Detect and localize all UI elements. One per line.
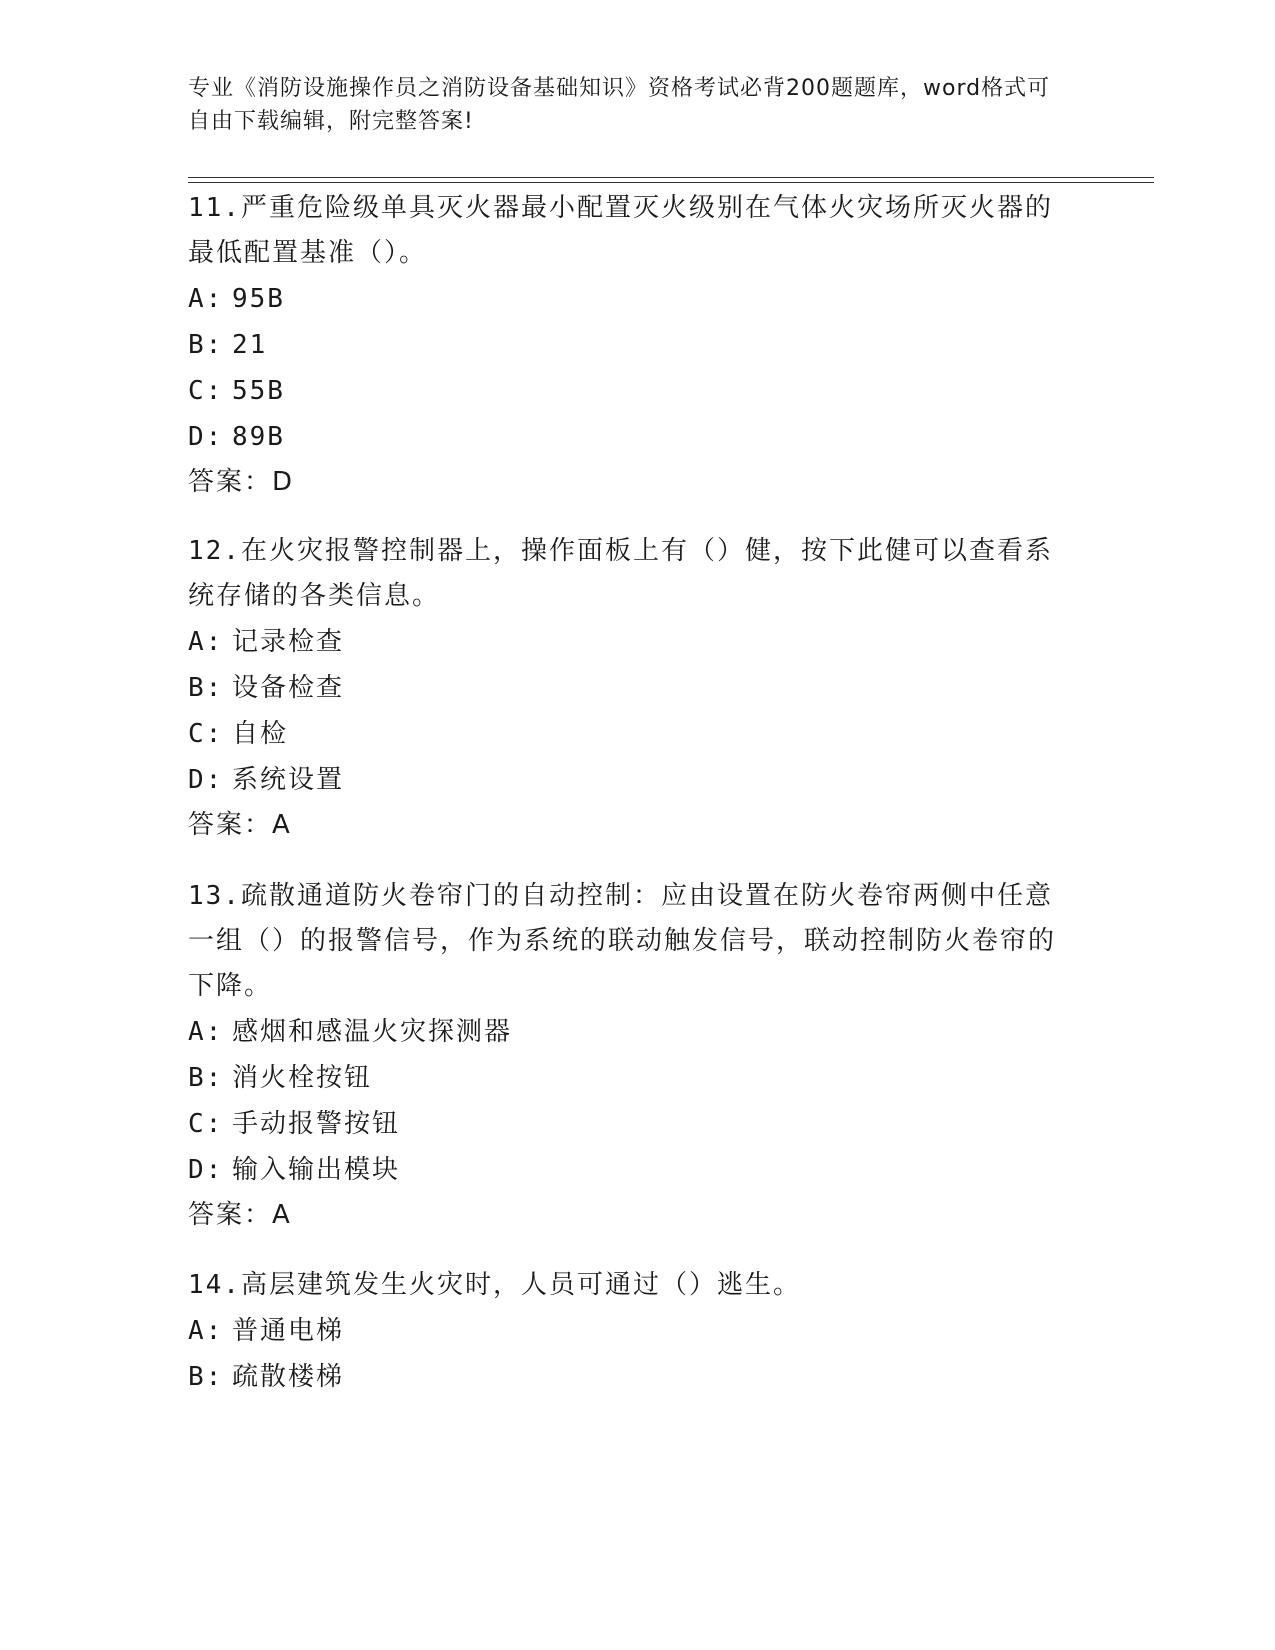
option-text: 手动报警按钮: [232, 1109, 401, 1139]
option-d: [188, 757, 1078, 803]
option-d: [188, 414, 1078, 460]
option-c: [188, 711, 1078, 757]
question-stem: 12.在火灾报警控制器上，操作面板上有（）健，按下此健可以查看系统存储的各类信息。: [188, 536, 1053, 611]
option-a: [188, 1009, 1078, 1055]
option-text: 95B: [232, 284, 285, 314]
option-label: C:: [188, 719, 224, 749]
answer: 答案：A: [188, 1200, 292, 1230]
option-a: [188, 1308, 1078, 1354]
option-label: B:: [188, 673, 224, 703]
option-label: A:: [188, 284, 224, 314]
question-stem: 14.高层建筑发生火灾时，人员可通过（）逃生。: [188, 1270, 801, 1300]
option-c: [188, 368, 1078, 414]
option-text: 记录检查: [232, 627, 345, 657]
option-c: [188, 1101, 1078, 1147]
option-label: C:: [188, 1109, 224, 1139]
header-divider-bottom: [188, 182, 1154, 183]
question-stem: 11.严重危险级单具灭火器最小配置灭火级别在气体火灾场所灭火器的最低配置基准（）。: [188, 193, 1053, 268]
question-13: [188, 874, 1078, 1237]
option-label: A:: [188, 1017, 224, 1047]
option-label: D:: [188, 765, 224, 795]
option-label: B:: [188, 330, 224, 360]
answer: 答案：A: [188, 810, 292, 840]
option-text: 消火栓按钮: [232, 1063, 373, 1093]
header-divider-top: [188, 177, 1154, 178]
option-a: [188, 619, 1078, 665]
option-b: [188, 322, 1078, 368]
option-text: 89B: [232, 422, 285, 452]
question-14: [188, 1263, 1078, 1400]
option-a: [188, 276, 1078, 322]
option-text: 系统设置: [232, 765, 345, 795]
option-label: A:: [188, 627, 224, 657]
option-text: 输入输出模块: [232, 1155, 401, 1185]
option-label: D:: [188, 422, 224, 452]
question-12: [188, 529, 1078, 847]
document-header: 专业《消防设施操作员之消防设备基础知识》资格考试必背200题题库，word格式可自由下载编辑，附完整答案!: [188, 76, 1051, 134]
option-label: C:: [188, 376, 224, 406]
option-text: 自检: [232, 719, 289, 749]
option-text: 55B: [232, 376, 285, 406]
option-label: B:: [188, 1362, 224, 1392]
option-label: D:: [188, 1155, 224, 1185]
option-b: [188, 1055, 1078, 1101]
question-11: [188, 186, 1078, 504]
option-text: 21: [232, 330, 268, 360]
option-text: 设备检查: [232, 673, 345, 703]
option-label: A:: [188, 1316, 224, 1346]
option-text: 疏散楼梯: [232, 1362, 345, 1392]
option-b: [188, 665, 1078, 711]
option-d: [188, 1147, 1078, 1193]
option-label: B:: [188, 1063, 224, 1093]
option-text: 普通电梯: [232, 1316, 345, 1346]
answer: 答案：D: [188, 467, 295, 497]
option-text: 感烟和感温火灾探测器: [232, 1017, 513, 1047]
question-stem: 13.疏散通道防火卷帘门的自动控制：应由设置在防火卷帘两侧中任意一组（）的报警信号，作为系统的联动触发信号，联动控制防火卷帘的下降。: [188, 881, 1057, 1001]
option-b: [188, 1354, 1078, 1400]
